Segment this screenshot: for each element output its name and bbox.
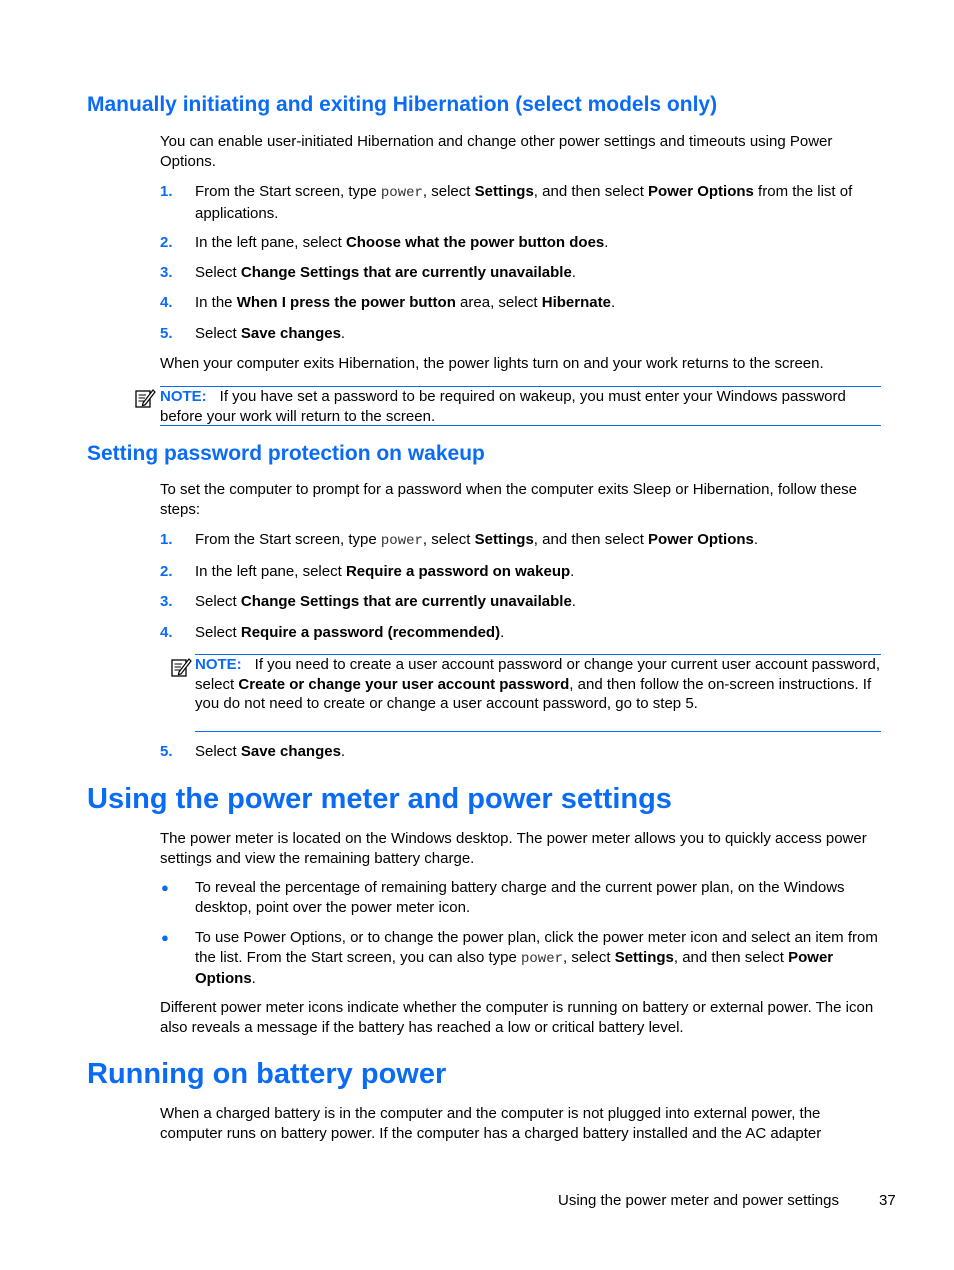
code-text: power xyxy=(380,533,423,549)
intro-paragraph: The power meter is located on the Windows desktop. The power meter allows you to quickly access power settings and view the remaining battery charge. xyxy=(160,830,867,867)
list-item: 3. Select Change Settings that are currently unavailable. xyxy=(160,593,576,610)
page-number: 37 xyxy=(879,1192,896,1209)
list-item: 4. In the When I press the power button area, select Hibernate. xyxy=(160,294,616,311)
body-paragraph: When your computer exits Hibernation, the power lights turn on and your work returns to the screen. xyxy=(160,355,824,372)
step-number: 1. xyxy=(160,183,173,200)
list-item: 1. From the Start screen, type power, select Settings, and then select Power Options. xyxy=(160,531,759,549)
chapter-heading-battery: Running on battery power xyxy=(87,1058,447,1090)
step-number: 1. xyxy=(160,531,173,548)
intro-paragraph: To set the computer to prompt for a password when the computer exits Sleep or Hibernation, follow these steps: xyxy=(160,481,858,518)
chapter-heading-power-meter: Using the power meter and power settings xyxy=(87,783,672,815)
note-icon xyxy=(134,387,156,409)
body-paragraph: Different power meter icons indicate whether the computer is running on battery or external power. The icon also reveals a message if the battery has reached a low or critical battery level. xyxy=(160,999,874,1036)
list-item: ● To reveal the percentage of remaining battery charge and the current power plan, on the Windows desktop, point over the power meter icon. xyxy=(161,879,845,916)
intro-paragraph: When a charged battery is in the computer and the computer is not plugged into external power, the computer runs on battery power. If the computer has a charged battery installed and the AC adapter xyxy=(160,1105,822,1142)
note-label: NOTE: xyxy=(160,388,207,405)
list-item: 1. From the Start screen, type power, select Settings, and then select Power Options from the list of applications. xyxy=(160,183,853,222)
code-text: power xyxy=(520,950,563,967)
list-item: 4. Select Require a password (recommended). xyxy=(160,624,505,641)
note-box: NOTE: If you need to create a user account password or change your current user account password, select Create or change your user account password, and then follow the on-screen instructions. If you do not need to create or change a user account password, go to step 5. xyxy=(195,654,881,732)
intro-paragraph: You can enable user-initiated Hibernation and change other power settings and timeouts using Power Options. xyxy=(160,133,833,170)
step-number: 2. xyxy=(160,234,173,251)
list-item: ● To use Power Options, or to change the power plan, click the power meter icon and select an item from the list. From the Start screen, you can also type power, select Settings, and then select Power Options. xyxy=(161,929,878,987)
bullet-icon: ● xyxy=(161,930,169,945)
step-number: 2. xyxy=(160,563,173,580)
step-number: 5. xyxy=(160,743,173,760)
list-item: 3. Select Change Settings that are currently unavailable. xyxy=(160,264,576,281)
list-item: 2. In the left pane, select Choose what the power button does. xyxy=(160,234,609,251)
list-item: 5. Select Save changes. xyxy=(160,325,346,342)
bullet-icon: ● xyxy=(161,880,169,895)
list-item: 5. Select Save changes. xyxy=(160,743,346,760)
list-item: 2. In the left pane, select Require a password on wakeup. xyxy=(160,563,575,580)
step-number: 3. xyxy=(160,264,173,281)
footer-title: Using the power meter and power settings xyxy=(558,1192,839,1209)
note-label: NOTE: xyxy=(195,656,242,673)
step-number: 3. xyxy=(160,593,173,610)
note-box xyxy=(160,386,881,426)
note-icon xyxy=(170,656,192,678)
note-text: If you have set a password to be required on wakeup, you must enter your Windows password before your work will return to the screen. xyxy=(160,388,846,425)
step-number: 4. xyxy=(160,294,173,311)
section-heading-password: Setting password protection on wakeup xyxy=(87,442,485,465)
code-text: power xyxy=(380,185,423,201)
step-number: 5. xyxy=(160,325,173,342)
step-number: 4. xyxy=(160,624,173,641)
section-heading-hibernation: Manually initiating and exiting Hibernation (select models only) xyxy=(87,93,718,116)
